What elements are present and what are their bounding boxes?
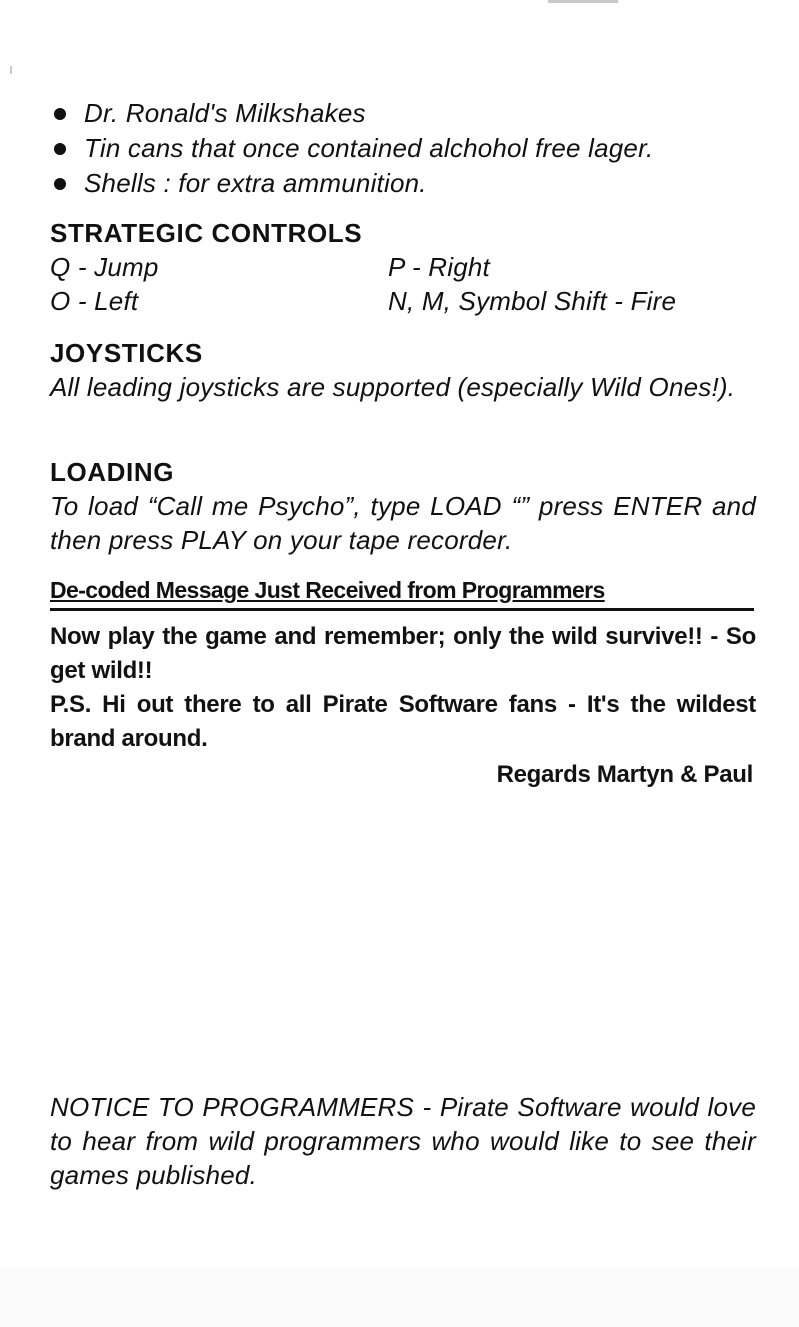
list-item-text: Dr. Ronald's Milkshakes — [84, 98, 366, 128]
controls-row — [50, 284, 770, 318]
message-line-2: P.S. Hi out there to all Pirate Software fans - It's the wildest brand around. — [50, 691, 756, 752]
message-title: De-coded Message Just Received from Programmers — [50, 577, 605, 603]
joysticks-heading: JOYSTICKS — [50, 338, 203, 368]
loading-heading: LOADING — [50, 457, 175, 487]
list-item — [50, 166, 770, 201]
message-line-1: Now play the game and remember; only the wild survive!! - So get wild!! — [50, 623, 756, 684]
bullet-icon — [54, 143, 66, 155]
joysticks-text: All leading joysticks are supported (especially Wild Ones!). — [50, 372, 736, 402]
list-item — [50, 96, 770, 131]
control-right: P - Right — [388, 252, 490, 282]
loading-text: To load “Call me Psycho”, type LOAD “” press ENTER and then press PLAY on your tape recorder. — [50, 491, 756, 555]
bullet-icon — [54, 108, 66, 120]
controls-row — [50, 250, 770, 284]
list-item-text: Shells : for extra ammunition. — [84, 168, 427, 198]
control-left: O - Left — [50, 286, 139, 316]
scan-artifact — [10, 66, 12, 74]
bullet-icon — [54, 178, 66, 190]
list-item — [50, 131, 770, 166]
page-bottom-edge — [0, 1268, 799, 1327]
list-item-text: Tin cans that once contained alchohol free lager. — [84, 133, 654, 163]
control-jump: Q - Jump — [50, 252, 159, 282]
controls-heading: STRATEGIC CONTROLS — [50, 218, 363, 248]
message-signoff: Regards Martyn & Paul — [496, 761, 753, 788]
scan-artifact — [548, 0, 618, 3]
controls-table — [50, 250, 770, 318]
notice-text: NOTICE TO PROGRAMMERS - Pirate Software would love to hear from wild programmers who would like to see their games published. — [50, 1092, 756, 1190]
collectibles-list — [50, 96, 770, 201]
control-fire: N, M, Symbol Shift - Fire — [388, 286, 677, 316]
message-divider — [50, 608, 754, 611]
